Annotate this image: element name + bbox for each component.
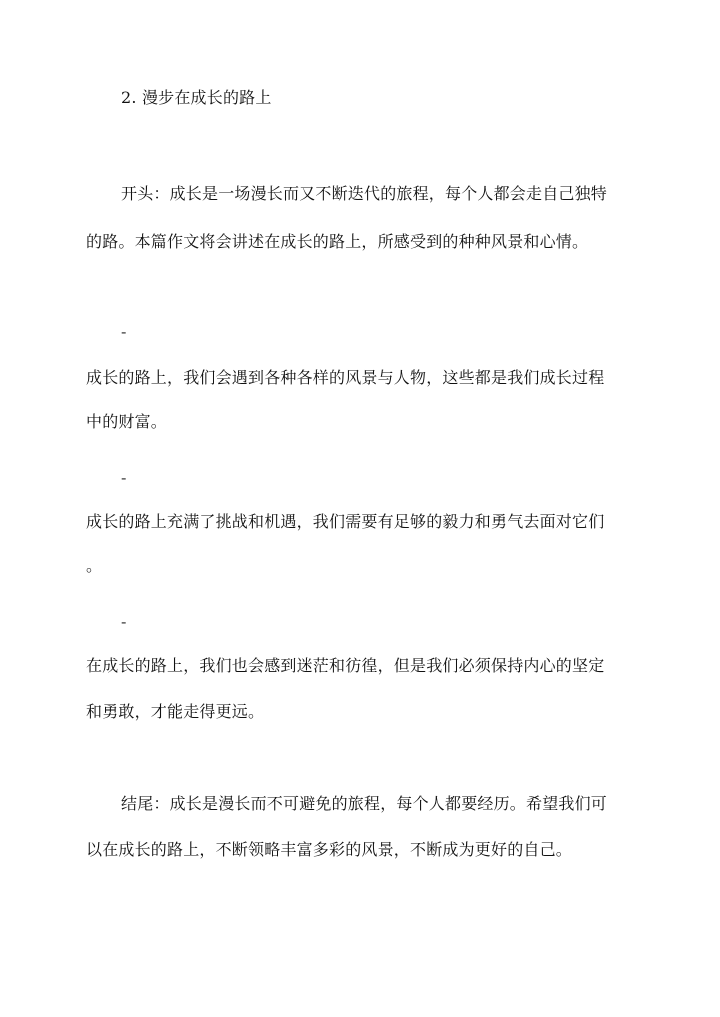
point-3-line-1: 在成长的路上，我们也会感到迷茫和彷徨，但是我们必须保持内心的坚定	[86, 656, 605, 675]
opening-paragraph-line-1: 开头：成长是一场漫长而又不断迭代的旅程，每个人都会走自己独特	[121, 184, 608, 203]
ending-paragraph-line-2: 以在成长的路上，不断领略丰富多彩的风景，不断成为更好的自己。	[86, 840, 573, 859]
point-1-marker: -	[121, 322, 127, 341]
point-2-line-2: 。	[86, 556, 103, 575]
point-1-line-1: 成长的路上，我们会遇到各种各样的风景与人物，这些都是我们成长过程	[86, 368, 605, 387]
point-3-marker: -	[121, 612, 127, 631]
point-1-line-2: 中的财富。	[86, 412, 168, 431]
point-2-line-1: 成长的路上充满了挑战和机遇，我们需要有足够的毅力和勇气去面对它们	[86, 512, 605, 531]
ending-paragraph-line-1: 结尾：成长是漫长而不可避免的旅程，每个人都要经历。希望我们可	[121, 794, 608, 813]
section-heading: 2. 漫步在成长的路上	[121, 88, 272, 107]
point-3-line-2: 和勇敢，才能走得更远。	[86, 702, 265, 721]
opening-paragraph-line-2: 的路。本篇作文将会讲述在成长的路上，所感受到的种种风景和心情。	[86, 232, 589, 251]
point-2-marker: -	[121, 468, 127, 487]
